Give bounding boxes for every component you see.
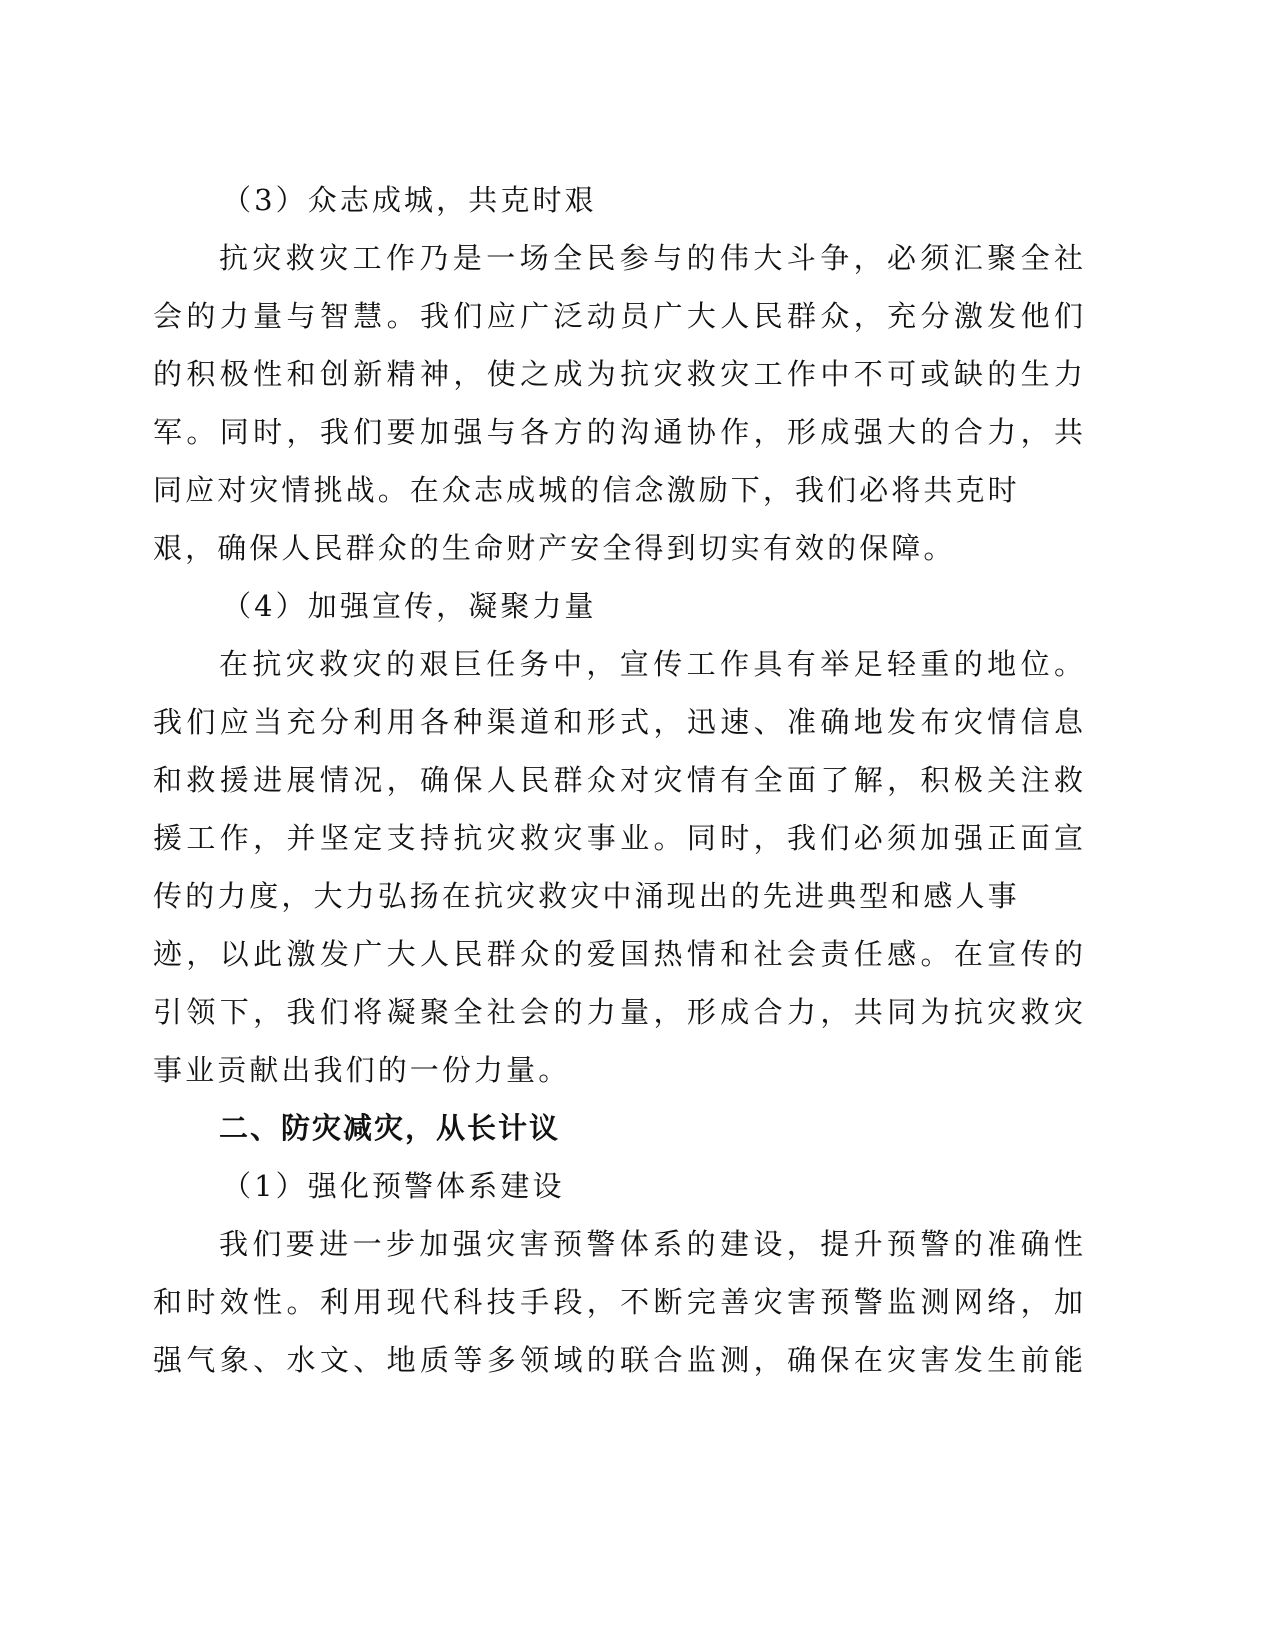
- paragraph-line: 我们应当充分利用各种渠道和形式，迅速、准确地发布灾情信息: [153, 705, 1083, 739]
- paragraph-line: 迹，以此激发广大人民群众的爱国热情和社会责任感。在宣传的: [153, 937, 1083, 971]
- paragraph-line: 传的力度，大力弘扬在抗灾救灾中涌现出的先进典型和感人事: [153, 879, 1020, 913]
- subheading-3: （3）众志成城，共克时艰: [222, 183, 597, 217]
- paragraph-line: 和时效性。利用现代科技手段，不断完善灾害预警监测网络，加: [153, 1285, 1083, 1319]
- paragraph-line: 事业贡献出我们的一份力量。: [153, 1053, 571, 1087]
- subheading-4: （4）加强宣传，凝聚力量: [222, 589, 597, 623]
- paragraph-line: 援工作，并坚定支持抗灾救灾事业。同时，我们必须加强正面宣: [153, 821, 1083, 855]
- paragraph-line: 我们要进一步加强灾害预警体系的建设，提升预警的准确性: [219, 1227, 1083, 1261]
- paragraph-line: 引领下，我们将凝聚全社会的力量，形成合力，共同为抗灾救灾: [153, 995, 1083, 1029]
- paragraph-line: 和救援进展情况，确保人民群众对灾情有全面了解，积极关注救: [153, 763, 1083, 797]
- paragraph-line: 在抗灾救灾的艰巨任务中，宣传工作具有举足轻重的地位。: [219, 647, 1083, 681]
- subheading-1: （1）强化预警体系建设: [222, 1169, 565, 1203]
- paragraph-line: 同应对灾情挑战。在众志成城的信念激励下，我们必将共克时: [153, 473, 1020, 507]
- paragraph-line: 军。同时，我们要加强与各方的沟通协作，形成强大的合力，共: [153, 415, 1083, 449]
- paragraph-line: 的积极性和创新精神，使之成为抗灾救灾工作中不可或缺的生力: [153, 357, 1083, 391]
- paragraph-line: 强气象、水文、地质等多领域的联合监测，确保在灾害发生前能: [153, 1343, 1083, 1377]
- paragraph-line: 会的力量与智慧。我们应广泛动员广大人民群众，充分激发他们: [153, 299, 1083, 333]
- chapter-heading: 二、防灾减灾，从长计议: [219, 1111, 561, 1145]
- paragraph-line: 抗灾救灾工作乃是一场全民参与的伟大斗争，必须汇聚全社: [219, 241, 1083, 275]
- paragraph-line: 艰，确保人民群众的生命财产安全得到切实有效的保障。: [153, 531, 956, 565]
